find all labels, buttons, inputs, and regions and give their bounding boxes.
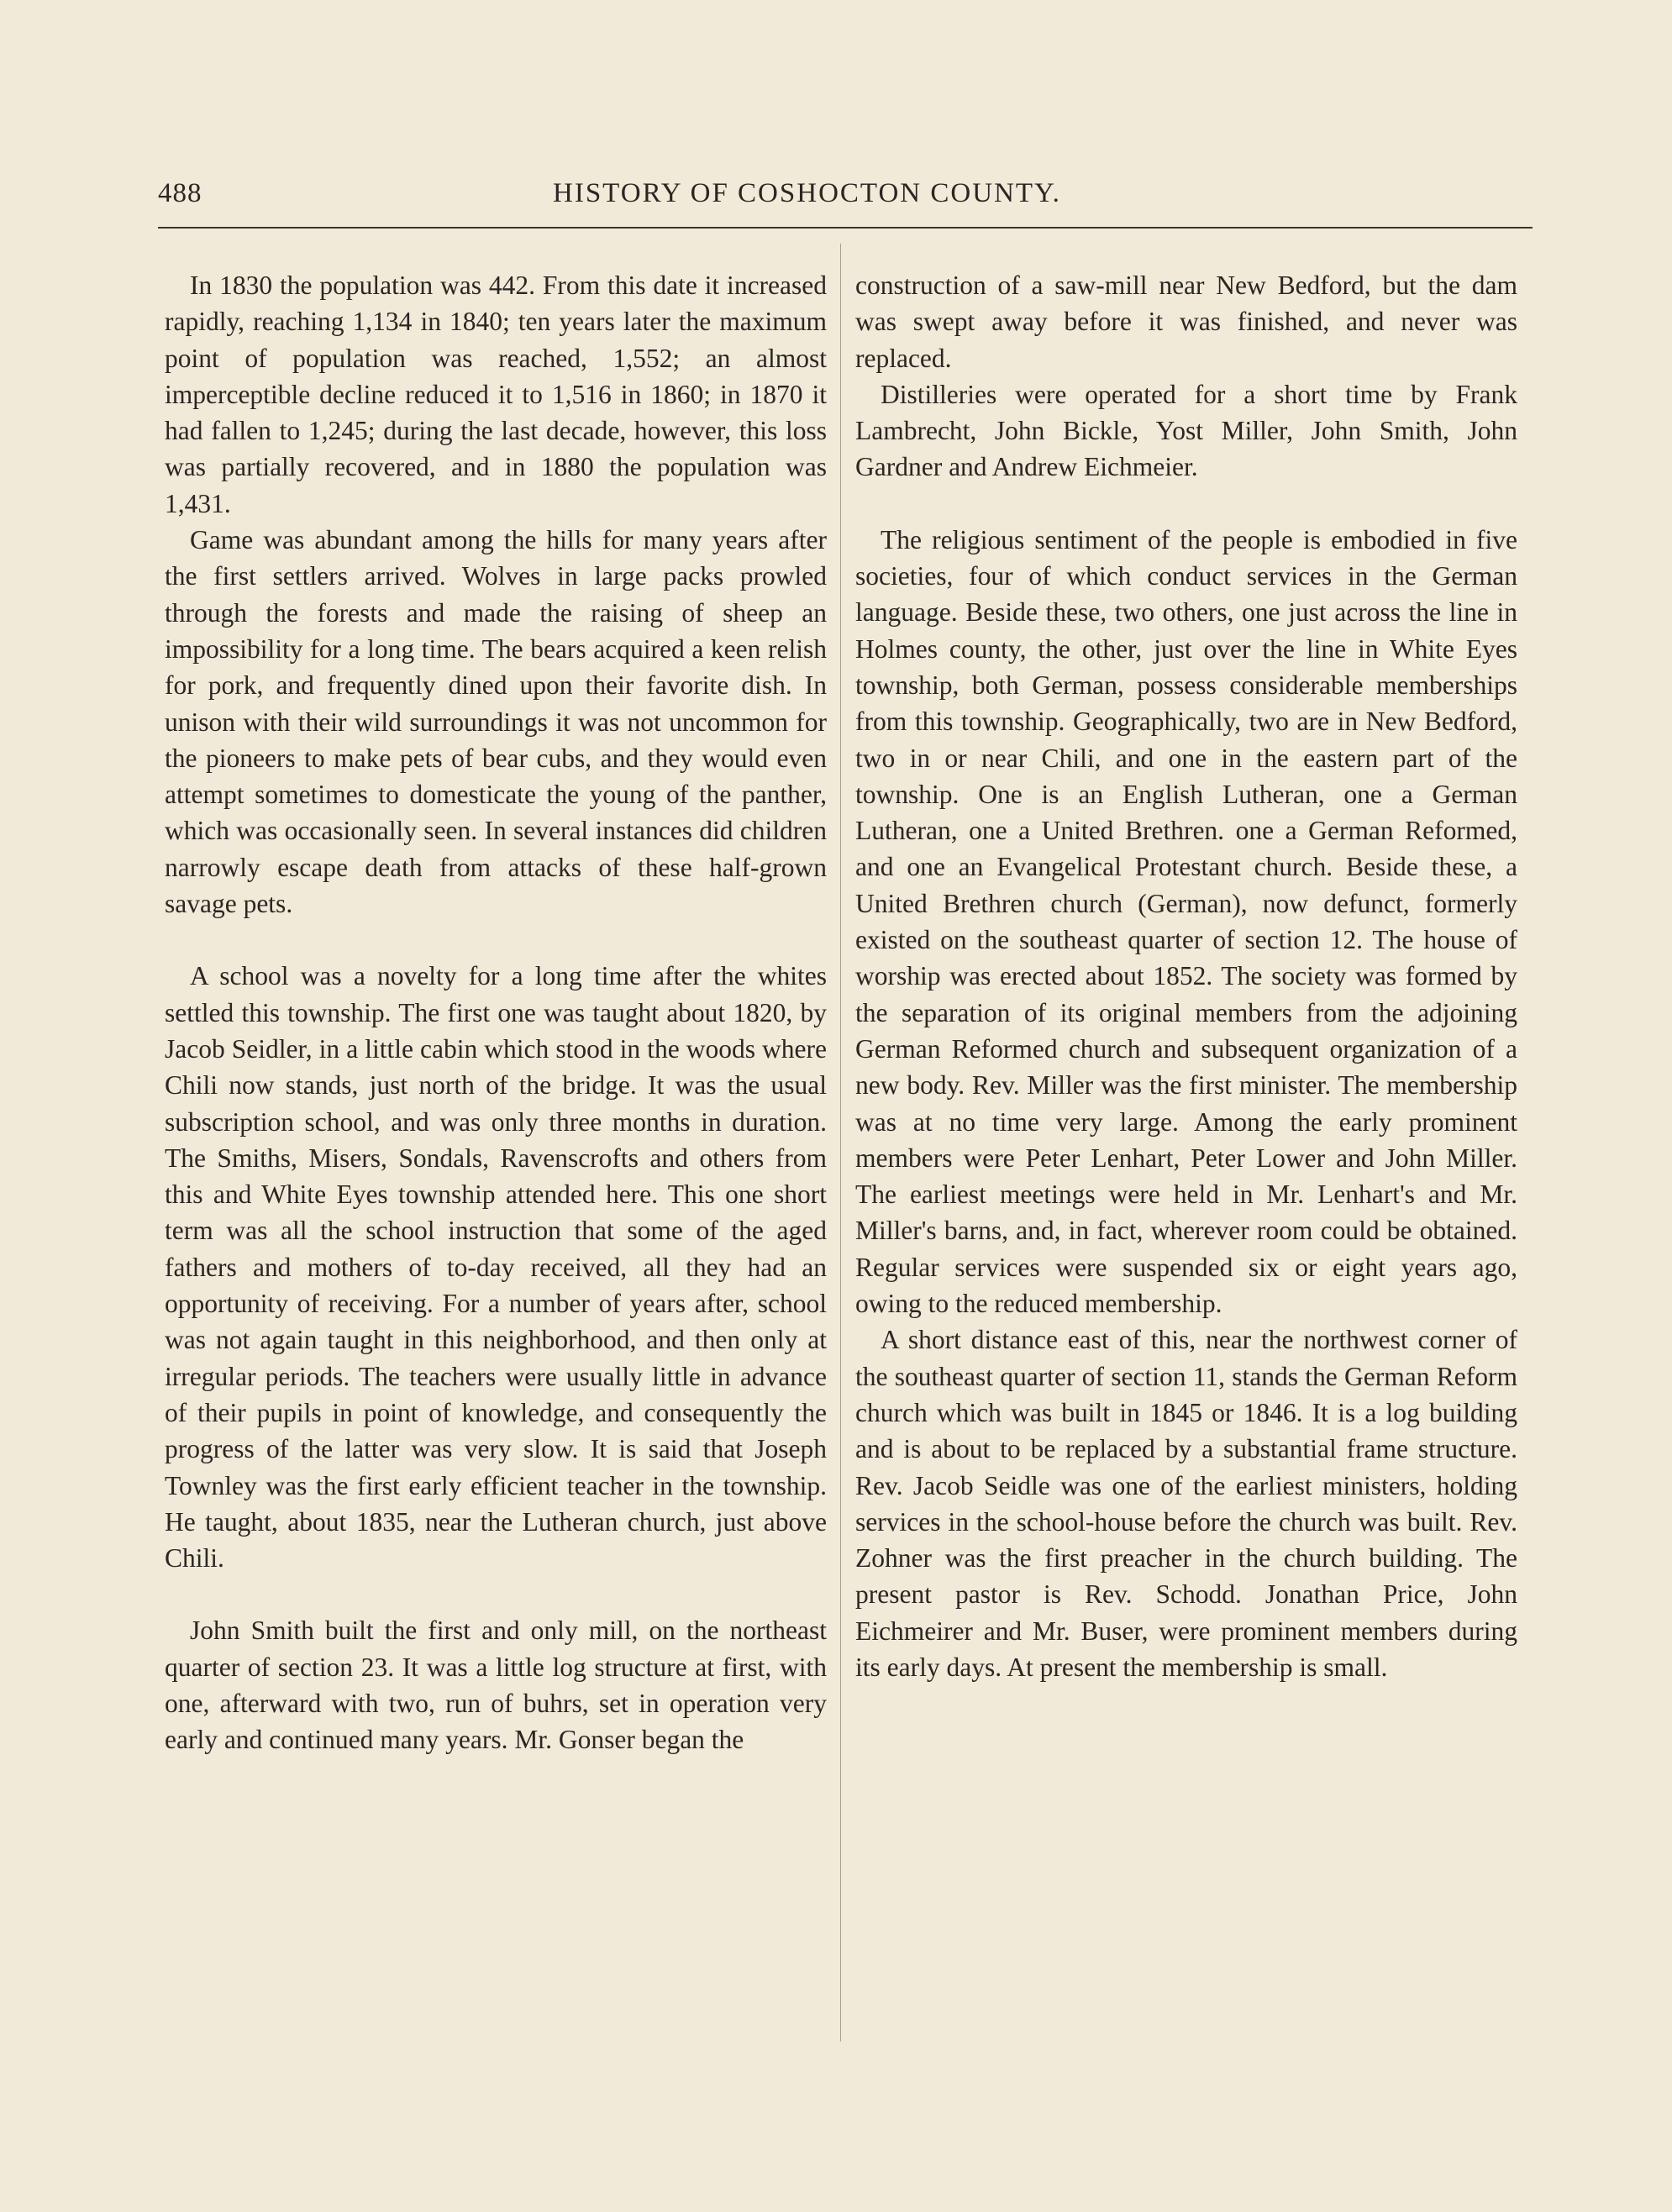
column-divider [840, 244, 841, 2041]
page-header [158, 178, 1527, 220]
paragraph-distilleries: Distilleries were operated for a short time by Frank Lambrecht, John Bickle, Yost Miller, John Smith, John Gardner and Andrew Eichmeier. [855, 379, 1517, 482]
paragraph-religion: The religious sentiment of the people is embodied in five societies, four of which conduct services in the German language. Beside these, two others, one just across the line in Holmes county, the other, just over the line in White Eyes township, both German, possess considerable memberships from this township. Geographically, two are in New Bedford, two in or near Chili, and one in the eastern part of the township. One is an English Lutheran, one a German Lutheran, one a United Brethren. one a German Reformed, and one an Evangelical Protestant church. Beside these, a United Brethren church (German), now defunct, formerly existed on the southeast quarter of section 12. The house of worship was erected about 1852. The society was formed by the separation of its original members from the adjoining German Reformed church and subsequent organization of a new body. Rev. Miller was the first minister. The membership was at no time very large. Among the early prominent members were Peter Lenhart, Peter Lower and John Miller. The earliest meetings were held in Mr. Lenhart's and Mr. Miller's barns, and, in fact, wherever room could be obtained. Regular services were suspended six or eight years ago, owing to the reduced membership. [855, 524, 1517, 1319]
paragraph-mill: John Smith built the first and only mill, on the northeast quarter of section 23. It was a little log structure at first, with one, afterward with two, run of buhrs, set in operation very early and continued many years. Mr. Gonser began the [165, 1616, 827, 1755]
left-column [165, 267, 827, 1758]
header-rule [158, 227, 1533, 229]
page-number: 488 [158, 178, 202, 208]
paragraph-german-reform-church: A short distance east of this, near the northwest corner of the southeast quarter of section 11, stands the German Reform church which was built in 1845 or 1846. It is a log building and is about to be replaced by a substantial frame structure. Rev. Jacob Seidle was one of the earliest ministers, holding services in the school-house before the church was built. Rev. Zohner was the first preacher in the church building. The present pastor is Rev. Schodd. Jonathan Price, John Eichmeirer and Mr. Buser, were prominent members during its early days. At present the membership is small. [855, 1325, 1517, 1682]
right-column [855, 267, 1517, 1685]
running-title: HISTORY OF COSHOCTON COUNTY. [553, 178, 1061, 208]
paragraph-sawmill-continued: construction of a saw-mill near New Bedford, but the dam was swept away before it was finished, and never was replaced. [855, 271, 1517, 373]
paragraph-game: Game was abundant among the hills for many years after the first settlers arrived. Wolves in large packs prowled through the forests and made the raising of sheep an impossibility for a long time. The bears acquired a keen relish for pork, and frequently dined upon their favorite dish. In unison with their wild surroundings it was not uncommon for the pioneers to make pets of bear cubs, and they would even attempt sometimes to domesticate the young of the panther, which was occasionally seen. In several instances did children narrowly escape death from attacks of these half-grown savage pets. [165, 525, 827, 919]
paragraph-school: A school was a novelty for a long time after the whites settled this township. The first one was taught about 1820, by Jacob Seidler, in a little cabin which stood in the woods where Chili now stands, just north of the bridge. It was the usual subscription school, and was only three months in duration. The Smiths, Misers, Sondals, Ravenscrofts and others from this and White Eyes township attended here. This one short term was all the school instruction that some of the aged fathers and mothers of to-day received, all they had an opportunity of receiving. For a number of years after, school was not again taught in this neighborhood, and then only at irregular periods. The teachers were usually little in advance of their pupils in point of knowledge, and consequently the progress of the latter was very slow. It is said that Joseph Townley was the first early efficient teacher in the township. He taught, about 1835, near the Lutheran church, just above Chili. [165, 961, 827, 1574]
paragraph-population: In 1830 the population was 442. From this date it increased rapidly, reaching 1,134 in 1840; ten years later the maximum point of population was reached, 1,552; an almost imperceptible decline reduced it to 1,516 in 1860; in 1870 it had fallen to 1,245; during the last decade, however, this loss was partially recovered, and in 1880 the population was 1,431. [165, 271, 827, 518]
